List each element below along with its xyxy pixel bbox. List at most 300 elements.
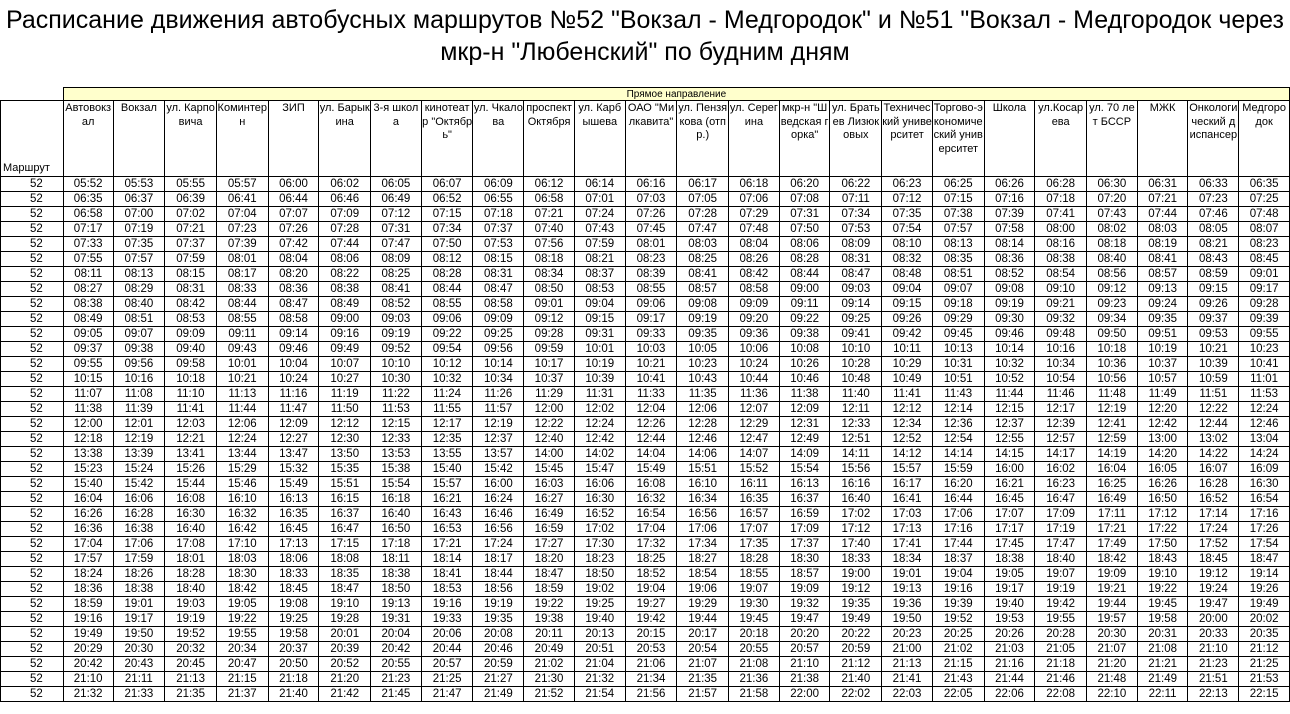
time-cell: 08:18	[524, 252, 575, 267]
time-cell: 18:59	[524, 582, 575, 597]
time-cell: 17:59	[113, 552, 165, 567]
time-cell: 12:03	[165, 417, 217, 432]
time-cell: 12:18	[63, 432, 113, 447]
time-cell: 06:41	[216, 192, 268, 207]
time-cell: 08:19	[1137, 237, 1188, 252]
time-cell: 18:25	[625, 552, 677, 567]
time-cell: 16:59	[524, 522, 575, 537]
table-row	[1, 342, 1290, 357]
time-cell: 16:21	[421, 492, 473, 507]
time-cell: 08:15	[165, 267, 217, 282]
time-cell: 12:06	[216, 417, 268, 432]
route-number-cell: 52	[1, 477, 64, 492]
time-cell: 07:28	[319, 222, 371, 237]
time-cell: 10:01	[574, 342, 625, 357]
time-cell: 17:08	[165, 537, 217, 552]
time-cell: 12:55	[984, 432, 1035, 447]
time-cell: 08:58	[473, 297, 524, 312]
time-cell: 10:29	[882, 357, 933, 372]
time-cell: 16:41	[882, 492, 933, 507]
time-cell: 10:04	[268, 357, 319, 372]
time-cell: 20:42	[371, 642, 422, 657]
time-cell: 11:35	[677, 387, 729, 402]
time-cell: 19:50	[113, 627, 165, 642]
time-cell: 09:54	[421, 342, 473, 357]
time-cell: 12:11	[830, 402, 882, 417]
time-cell: 20:46	[473, 642, 524, 657]
time-cell: 20:44	[421, 642, 473, 657]
time-cell: 06:58	[63, 207, 113, 222]
time-cell: 19:47	[779, 612, 830, 627]
time-cell: 09:39	[1239, 312, 1290, 327]
time-cell: 20:00	[1188, 612, 1239, 627]
route-number-cell: 52	[1, 672, 64, 687]
time-cell: 06:00	[268, 177, 319, 192]
table-row	[1, 267, 1290, 282]
time-cell: 16:52	[574, 507, 625, 522]
time-cell: 19:04	[625, 582, 677, 597]
time-cell: 08:40	[1087, 252, 1138, 267]
time-cell: 20:29	[63, 642, 113, 657]
time-cell: 05:53	[113, 177, 165, 192]
time-cell: 18:01	[165, 552, 217, 567]
time-cell: 21:25	[1239, 657, 1290, 672]
time-cell: 19:31	[371, 612, 422, 627]
time-cell: 19:57	[1087, 612, 1138, 627]
time-cell: 20:25	[932, 627, 984, 642]
time-cell: 13:44	[216, 447, 268, 462]
time-cell: 10:57	[1137, 372, 1188, 387]
time-cell: 09:19	[677, 312, 729, 327]
time-cell: 10:19	[1137, 342, 1188, 357]
time-cell: 10:34	[1035, 357, 1087, 372]
time-cell: 13:57	[473, 447, 524, 462]
time-cell: 21:35	[165, 687, 217, 702]
time-cell: 10:59	[1188, 372, 1239, 387]
time-cell: 06:58	[524, 192, 575, 207]
stop-header: Автовокзал	[63, 101, 113, 177]
time-cell: 07:42	[268, 237, 319, 252]
route-number-cell: 52	[1, 567, 64, 582]
time-cell: 20:43	[113, 657, 165, 672]
time-cell: 09:04	[882, 282, 933, 297]
time-cell: 09:12	[524, 312, 575, 327]
time-cell: 09:48	[1035, 327, 1087, 342]
time-cell: 16:30	[165, 507, 217, 522]
time-cell: 21:44	[984, 672, 1035, 687]
time-cell: 19:35	[473, 612, 524, 627]
time-cell: 07:15	[421, 207, 473, 222]
time-cell: 16:46	[473, 507, 524, 522]
time-cell: 15:38	[371, 462, 422, 477]
time-cell: 16:06	[574, 477, 625, 492]
time-cell: 13:55	[421, 447, 473, 462]
time-cell: 07:20	[1087, 192, 1138, 207]
time-cell: 18:34	[882, 552, 933, 567]
time-cell: 10:31	[932, 357, 984, 372]
time-cell: 08:15	[473, 252, 524, 267]
stop-header: 3-я школа	[371, 101, 422, 177]
time-cell: 20:55	[729, 642, 780, 657]
time-cell: 21:10	[779, 657, 830, 672]
time-cell: 11:57	[473, 402, 524, 417]
time-cell: 20:30	[1087, 627, 1138, 642]
table-row	[1, 462, 1290, 477]
time-cell: 12:17	[421, 417, 473, 432]
time-cell: 20:52	[319, 657, 371, 672]
time-cell: 21:08	[1137, 642, 1188, 657]
time-cell: 10:49	[882, 372, 933, 387]
time-cell: 21:49	[473, 687, 524, 702]
time-cell: 09:04	[574, 297, 625, 312]
time-cell: 08:52	[371, 297, 422, 312]
time-cell: 21:52	[524, 687, 575, 702]
time-cell: 15:40	[63, 477, 113, 492]
time-cell: 09:20	[729, 312, 780, 327]
time-cell: 12:24	[1239, 402, 1290, 417]
time-cell: 06:05	[371, 177, 422, 192]
time-cell: 09:15	[574, 312, 625, 327]
time-cell: 18:23	[574, 552, 625, 567]
time-cell: 18:33	[268, 567, 319, 582]
time-cell: 10:24	[729, 357, 780, 372]
time-cell: 10:30	[371, 372, 422, 387]
time-cell: 16:02	[1035, 462, 1087, 477]
time-cell: 20:42	[63, 657, 113, 672]
time-cell: 22:06	[984, 687, 1035, 702]
time-cell: 11:51	[1188, 387, 1239, 402]
route-number-cell: 52	[1, 522, 64, 537]
time-cell: 10:52	[984, 372, 1035, 387]
time-cell: 19:12	[1188, 567, 1239, 582]
time-cell: 21:13	[882, 657, 933, 672]
time-cell: 09:12	[1087, 282, 1138, 297]
time-cell: 18:45	[1188, 552, 1239, 567]
time-cell: 16:54	[625, 507, 677, 522]
time-cell: 20:31	[1137, 627, 1188, 642]
time-cell: 16:24	[473, 492, 524, 507]
time-cell: 08:27	[63, 282, 113, 297]
time-cell: 10:23	[1239, 342, 1290, 357]
time-cell: 11:49	[1137, 387, 1188, 402]
time-cell: 08:02	[1087, 222, 1138, 237]
time-cell: 20:02	[1239, 612, 1290, 627]
time-cell: 14:19	[1087, 447, 1138, 462]
time-cell: 13:38	[63, 447, 113, 462]
time-cell: 21:16	[984, 657, 1035, 672]
time-cell: 11:47	[268, 402, 319, 417]
time-cell: 12:09	[268, 417, 319, 432]
time-cell: 07:00	[113, 207, 165, 222]
time-cell: 08:52	[984, 267, 1035, 282]
time-cell: 12:17	[1035, 402, 1087, 417]
time-cell: 08:41	[371, 282, 422, 297]
time-cell: 16:43	[421, 507, 473, 522]
time-cell: 08:42	[165, 297, 217, 312]
time-cell: 12:40	[524, 432, 575, 447]
time-cell: 19:16	[932, 582, 984, 597]
time-cell: 15:35	[319, 462, 371, 477]
table-row	[1, 477, 1290, 492]
time-cell: 15:24	[113, 462, 165, 477]
time-cell: 15:23	[63, 462, 113, 477]
time-cell: 17:24	[473, 537, 524, 552]
time-cell: 08:57	[677, 282, 729, 297]
time-cell: 20:23	[882, 627, 933, 642]
time-cell: 10:37	[1137, 357, 1188, 372]
time-cell: 19:07	[1035, 567, 1087, 582]
time-cell: 17:52	[1188, 537, 1239, 552]
time-cell: 10:41	[1239, 357, 1290, 372]
stop-header: ул. Карповича	[165, 101, 217, 177]
time-cell: 19:28	[319, 612, 371, 627]
time-cell: 13:41	[165, 447, 217, 462]
time-cell: 20:55	[371, 657, 422, 672]
route-number-cell: 52	[1, 312, 64, 327]
time-cell: 12:19	[473, 417, 524, 432]
time-cell: 16:16	[830, 477, 882, 492]
route-number-cell: 52	[1, 297, 64, 312]
time-cell: 16:25	[1087, 477, 1138, 492]
time-cell: 20:37	[268, 642, 319, 657]
time-cell: 07:59	[574, 237, 625, 252]
time-cell: 09:55	[1239, 327, 1290, 342]
time-cell: 12:09	[779, 402, 830, 417]
time-cell: 19:08	[268, 597, 319, 612]
route-number-cell: 52	[1, 552, 64, 567]
time-cell: 10:23	[677, 357, 729, 372]
time-cell: 07:21	[524, 207, 575, 222]
time-cell: 18:30	[779, 552, 830, 567]
time-cell: 07:39	[984, 207, 1035, 222]
time-cell: 09:08	[984, 282, 1035, 297]
time-cell: 16:56	[677, 507, 729, 522]
time-cell: 21:12	[1239, 642, 1290, 657]
time-cell: 18:17	[473, 552, 524, 567]
time-cell: 17:12	[830, 522, 882, 537]
schedule-body	[1, 177, 1290, 702]
table-row	[1, 177, 1290, 192]
time-cell: 08:03	[1137, 222, 1188, 237]
time-cell: 21:11	[113, 672, 165, 687]
time-cell: 10:51	[932, 372, 984, 387]
time-cell: 09:06	[625, 297, 677, 312]
time-cell: 11:53	[371, 402, 422, 417]
time-cell: 17:07	[984, 507, 1035, 522]
time-cell: 11:38	[63, 402, 113, 417]
time-cell: 15:42	[473, 462, 524, 477]
time-cell: 16:07	[1188, 462, 1239, 477]
table-row	[1, 522, 1290, 537]
time-cell: 08:17	[216, 267, 268, 282]
time-cell: 19:42	[625, 612, 677, 627]
time-cell: 10:46	[779, 372, 830, 387]
route-number-cell: 52	[1, 507, 64, 522]
time-cell: 07:53	[830, 222, 882, 237]
time-cell: 21:47	[421, 687, 473, 702]
stop-header: проспект Октября	[524, 101, 575, 177]
time-cell: 07:12	[371, 207, 422, 222]
time-cell: 19:07	[729, 582, 780, 597]
time-cell: 16:30	[574, 492, 625, 507]
time-cell: 22:02	[830, 687, 882, 702]
time-cell: 07:09	[319, 207, 371, 222]
time-cell: 21:07	[677, 657, 729, 672]
time-cell: 19:19	[473, 597, 524, 612]
time-cell: 12:51	[830, 432, 882, 447]
time-cell: 21:49	[1137, 672, 1188, 687]
route-number-cell: 52	[1, 642, 64, 657]
time-cell: 14:24	[1239, 447, 1290, 462]
time-cell: 19:10	[1137, 567, 1188, 582]
time-cell: 20:04	[371, 627, 422, 642]
route-number-cell: 52	[1, 687, 64, 702]
stop-header: ул. Братьев Лизюковых	[830, 101, 882, 177]
time-cell: 08:48	[882, 267, 933, 282]
time-cell: 07:43	[574, 222, 625, 237]
time-cell: 10:21	[625, 357, 677, 372]
time-cell: 08:04	[268, 252, 319, 267]
time-cell: 08:44	[779, 267, 830, 282]
time-cell: 19:21	[1087, 582, 1138, 597]
time-cell: 08:44	[216, 297, 268, 312]
time-cell: 20:34	[216, 642, 268, 657]
time-cell: 17:06	[113, 537, 165, 552]
time-cell: 15:52	[729, 462, 780, 477]
time-cell: 14:20	[1137, 447, 1188, 462]
time-cell: 15:40	[421, 462, 473, 477]
time-cell: 09:46	[984, 327, 1035, 342]
time-cell: 20:08	[473, 627, 524, 642]
time-cell: 05:55	[165, 177, 217, 192]
time-cell: 08:09	[830, 237, 882, 252]
time-cell: 17:14	[1188, 507, 1239, 522]
time-cell: 21:04	[574, 657, 625, 672]
time-cell: 09:51	[1137, 327, 1188, 342]
route-number-cell: 52	[1, 207, 64, 222]
time-cell: 17:54	[1239, 537, 1290, 552]
time-cell: 07:21	[1137, 192, 1188, 207]
time-cell: 08:58	[268, 312, 319, 327]
time-cell: 19:09	[1087, 567, 1138, 582]
time-cell: 20:18	[729, 627, 780, 642]
time-cell: 14:22	[1188, 447, 1239, 462]
time-cell: 11:31	[574, 387, 625, 402]
stop-header: ЗИП	[268, 101, 319, 177]
time-cell: 16:32	[625, 492, 677, 507]
time-cell: 21:48	[1087, 672, 1138, 687]
route-number-cell: 52	[1, 372, 64, 387]
stop-header: ул. Карбышева	[574, 101, 625, 177]
time-cell: 06:14	[574, 177, 625, 192]
route-number-cell: 52	[1, 492, 64, 507]
time-cell: 08:29	[113, 282, 165, 297]
time-cell: 11:40	[830, 387, 882, 402]
time-cell: 16:18	[371, 492, 422, 507]
time-cell: 16:21	[984, 477, 1035, 492]
time-cell: 17:02	[830, 507, 882, 522]
time-cell: 10:05	[677, 342, 729, 357]
time-cell: 16:35	[729, 492, 780, 507]
time-cell: 08:12	[421, 252, 473, 267]
route-number-cell: 52	[1, 252, 64, 267]
time-cell: 12:12	[319, 417, 371, 432]
time-cell: 19:55	[216, 627, 268, 642]
time-cell: 12:57	[1035, 432, 1087, 447]
time-cell: 15:26	[165, 462, 217, 477]
time-cell: 06:49	[371, 192, 422, 207]
time-cell: 18:36	[63, 582, 113, 597]
time-cell: 16:53	[421, 522, 473, 537]
time-cell: 06:35	[63, 192, 113, 207]
time-cell: 09:56	[113, 357, 165, 372]
time-cell: 20:01	[319, 627, 371, 642]
time-cell: 19:50	[882, 612, 933, 627]
time-cell: 10:11	[882, 342, 933, 357]
time-cell: 16:47	[1035, 492, 1087, 507]
time-cell: 09:01	[1239, 267, 1290, 282]
time-cell: 08:13	[932, 237, 984, 252]
page-title: Расписание движения автобусных маршрутов №52 "Вокзал - Медгородок" и №51 "Вокзал - Медгородок через мкр-н "Любенский" по будним дням	[6, 6, 1284, 66]
time-cell: 16:10	[677, 477, 729, 492]
table-row	[1, 672, 1290, 687]
time-cell: 09:17	[625, 312, 677, 327]
time-cell: 07:39	[216, 237, 268, 252]
time-cell: 08:55	[625, 282, 677, 297]
time-cell: 08:35	[932, 252, 984, 267]
time-cell: 21:20	[319, 672, 371, 687]
time-cell: 16:11	[729, 477, 780, 492]
table-row	[1, 312, 1290, 327]
time-cell: 12:19	[113, 432, 165, 447]
time-cell: 08:51	[932, 267, 984, 282]
time-cell: 07:21	[165, 222, 217, 237]
time-cell: 08:21	[1188, 237, 1239, 252]
time-cell: 20:15	[625, 627, 677, 642]
time-cell: 19:01	[882, 567, 933, 582]
time-cell: 12:35	[421, 432, 473, 447]
route-number-cell: 52	[1, 612, 64, 627]
time-cell: 08:28	[421, 267, 473, 282]
route-number-cell: 52	[1, 237, 64, 252]
time-cell: 19:47	[1188, 597, 1239, 612]
time-cell: 21:34	[625, 672, 677, 687]
time-cell: 21:12	[830, 657, 882, 672]
time-cell: 20:22	[830, 627, 882, 642]
time-cell: 11:07	[63, 387, 113, 402]
time-cell: 19:13	[882, 582, 933, 597]
table-row	[1, 597, 1290, 612]
table-row	[1, 282, 1290, 297]
time-cell: 19:49	[63, 627, 113, 642]
time-cell: 09:53	[1188, 327, 1239, 342]
time-cell: 15:49	[625, 462, 677, 477]
time-cell: 11:41	[165, 402, 217, 417]
time-cell: 19:49	[1239, 597, 1290, 612]
time-cell: 12:22	[524, 417, 575, 432]
time-cell: 07:25	[1239, 192, 1290, 207]
time-cell: 16:09	[1239, 462, 1290, 477]
time-cell: 19:04	[932, 567, 984, 582]
time-cell: 18:20	[524, 552, 575, 567]
route-number-cell: 52	[1, 582, 64, 597]
time-cell: 21:21	[1137, 657, 1188, 672]
time-cell: 15:54	[779, 462, 830, 477]
table-row	[1, 447, 1290, 462]
time-cell: 16:04	[63, 492, 113, 507]
time-cell: 14:06	[677, 447, 729, 462]
time-cell: 09:19	[371, 327, 422, 342]
